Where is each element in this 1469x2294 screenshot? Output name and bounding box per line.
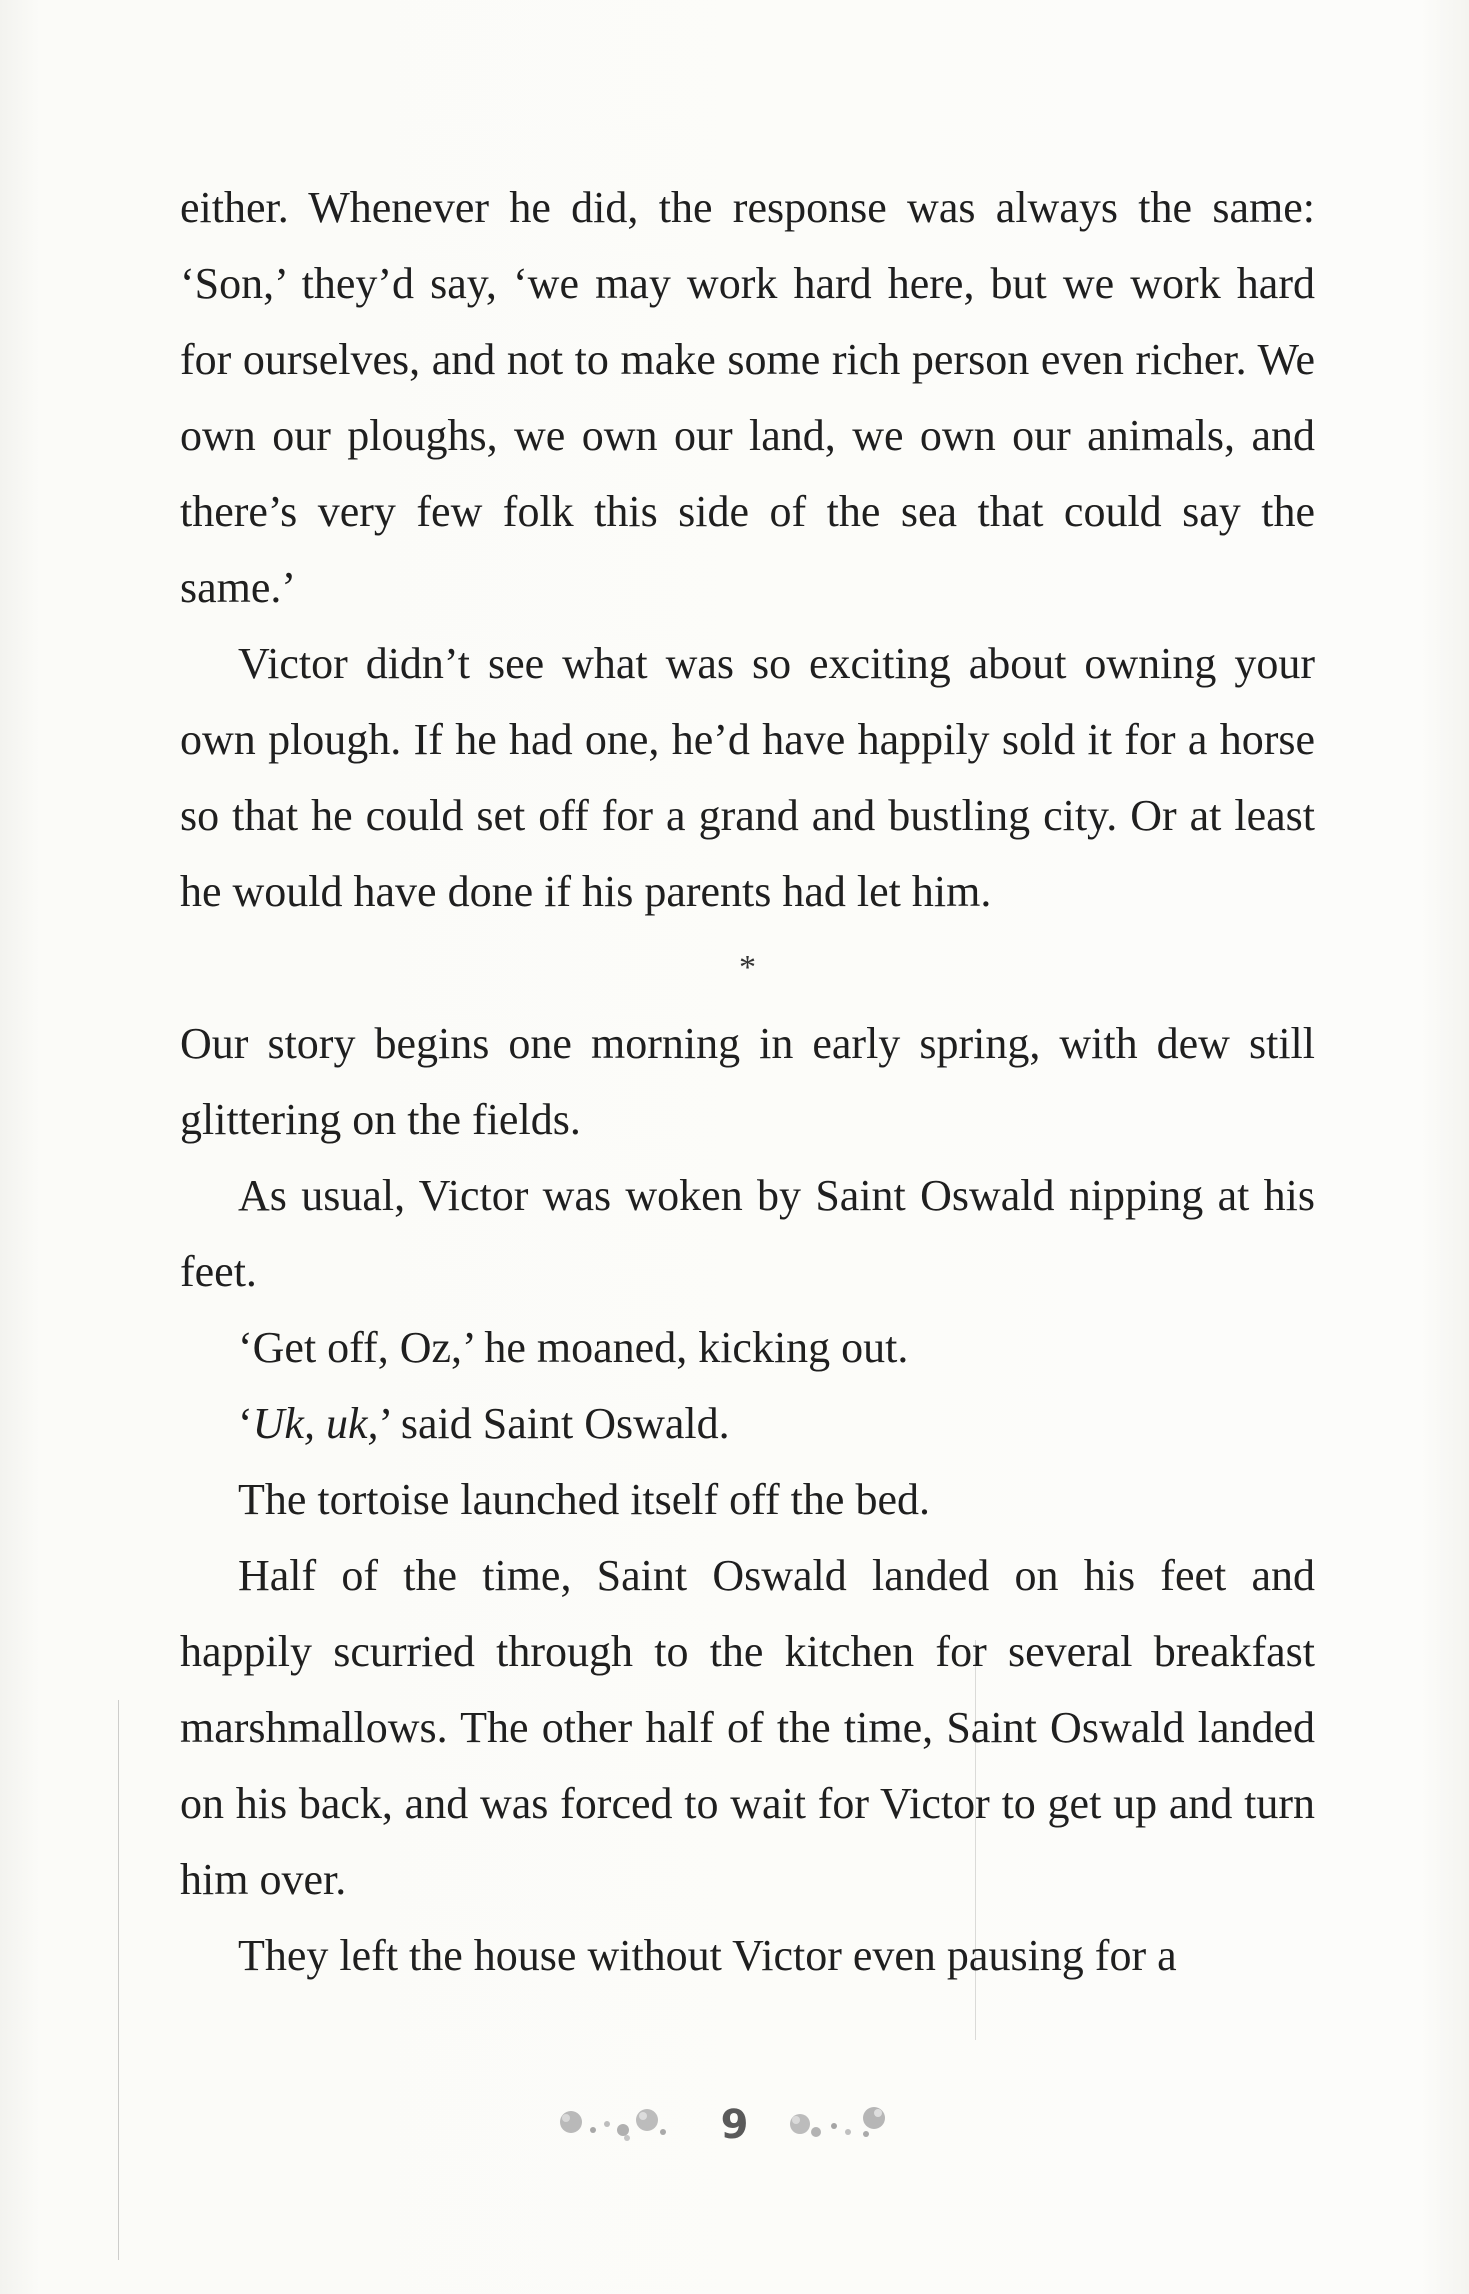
- page-number: 9: [720, 2102, 749, 2148]
- paragraph: Half of the time, Saint Oswald landed on his feet and happily scurried through to the kitchen for several breakfast marshmallows. The other half of the time, Saint Oswald landed on his back, and was forced to wait for Victor to get up and turn him over.: [180, 1551, 1315, 1904]
- page-fold-shadow: [118, 1700, 119, 2260]
- paragraph: They left the house without Victor even pausing for a: [238, 1931, 1177, 1980]
- paragraph: Our story begins one morning in early spring, with dew still glittering on the fields.: [180, 1019, 1315, 1144]
- paragraph: ‘Get off, Oz,’ he moaned, kicking out.: [238, 1323, 909, 1372]
- scene-break-asterisk: *: [739, 949, 756, 986]
- paragraph: [180, 1386, 1315, 1462]
- paragraph: As usual, Victor was woken by Saint Oswald nipping at his feet.: [180, 1171, 1315, 1296]
- page-footer: [0, 2095, 1469, 2155]
- italic-speech: Uk, uk,: [252, 1399, 379, 1448]
- splash-ornament-left-icon: [557, 2098, 687, 2153]
- paragraph: The tortoise launched itself off the bed.: [238, 1475, 930, 1524]
- paragraph: either. Whenever he did, the response was always the same: ‘Son,’ they’d say, ‘we may work hard here, but we work hard for ourselves, and not to make some rich person even richer. We own our ploughs, we own our land, we own our animals, and there’s very few folk this side of the sea that could say the same.’: [180, 183, 1315, 612]
- quote-close-attribution: ’ said Saint Oswald.: [378, 1399, 730, 1448]
- splash-ornament-right-icon: [782, 2098, 912, 2153]
- quote-open: ‘: [238, 1399, 253, 1448]
- paragraph: Victor didn’t see what was so exciting about owning your own plough. If he had one, he’d have happily sold it for a horse so that he could set off for a grand and bustling city. Or at least he would have done if his parents had let him.: [180, 639, 1315, 916]
- body-text: [180, 170, 1315, 1994]
